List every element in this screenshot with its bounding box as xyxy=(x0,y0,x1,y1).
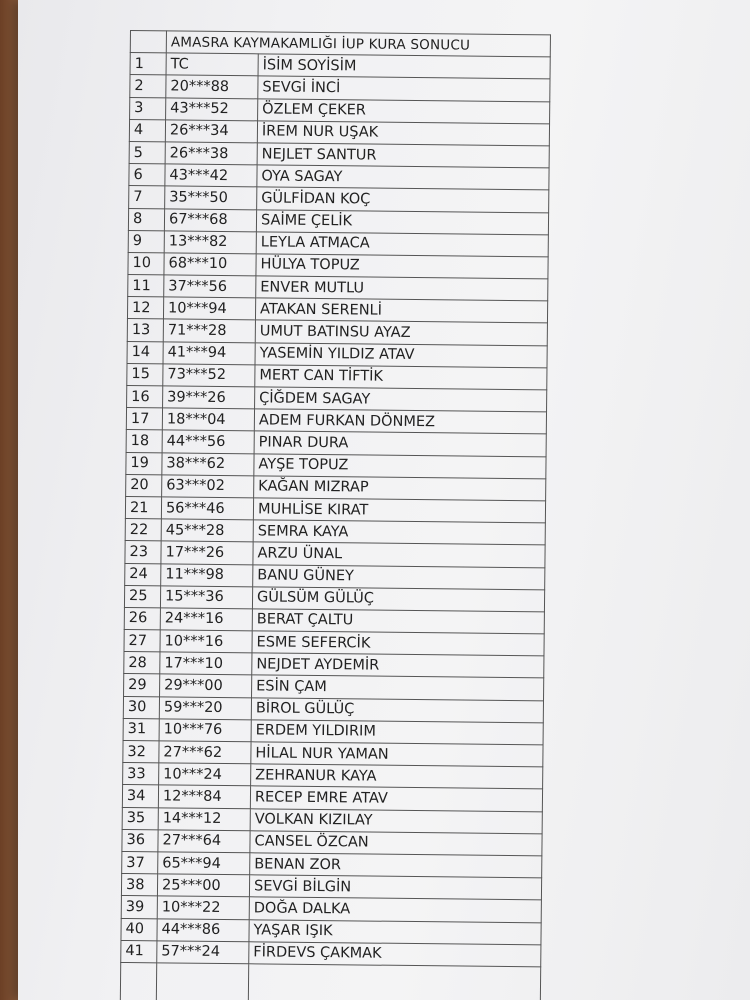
tc-cell: 45***28 xyxy=(161,519,253,542)
name-cell: BİROL GÜLÜÇ xyxy=(251,697,543,722)
name-cell: ERDEM YILDIRIM xyxy=(251,720,543,745)
tc-cell: 43***52 xyxy=(166,97,258,120)
empty-cell xyxy=(120,962,156,1000)
name-cell: LEYLA ATMACA xyxy=(256,232,548,257)
name-cell: SEVGİ İNCİ xyxy=(258,76,550,101)
row-number: 4 xyxy=(129,119,165,142)
tc-cell: 10***94 xyxy=(163,297,255,320)
name-header: İSİM SOYİSİM xyxy=(258,54,550,79)
tc-cell: 67***68 xyxy=(164,208,256,231)
tc-cell: 15***36 xyxy=(160,586,252,609)
name-cell: PINAR DURA xyxy=(254,431,546,456)
tc-cell: 44***56 xyxy=(162,430,254,453)
document-title: AMASRA KAYMAKAMLIĞI İUP KURA SONUCU xyxy=(166,31,550,57)
tc-cell: 71***28 xyxy=(163,319,255,342)
tc-cell: 73***52 xyxy=(163,364,255,387)
row-number: 10 xyxy=(128,252,164,275)
row-number: 15 xyxy=(127,363,163,386)
name-cell: SEVGİ BİLGİN xyxy=(249,875,541,900)
row-number: 28 xyxy=(124,652,160,675)
row-number: 6 xyxy=(129,164,165,187)
row-number: 3 xyxy=(130,97,166,120)
row-number: 25 xyxy=(124,585,160,608)
name-cell: MERT CAN TİFTİK xyxy=(255,365,547,390)
row-number: 40 xyxy=(121,918,157,941)
row-number: 13 xyxy=(127,319,163,342)
row-number: 8 xyxy=(128,208,164,231)
tc-cell: 14***12 xyxy=(158,807,250,830)
name-cell: ZEHRANUR KAYA xyxy=(251,764,543,789)
tc-cell: 17***10 xyxy=(160,652,252,675)
row-number: 7 xyxy=(129,186,165,209)
tc-cell: 17***26 xyxy=(161,541,253,564)
name-cell: BERAT ÇALTU xyxy=(252,609,544,634)
row-number: 34 xyxy=(122,785,158,808)
name-cell: FİRDEVS ÇAKMAK xyxy=(249,941,541,966)
row-number: 16 xyxy=(127,385,163,408)
empty-cell xyxy=(248,964,540,1000)
empty-cell xyxy=(156,963,248,1000)
tc-cell: 35***50 xyxy=(165,186,257,209)
row-number: 36 xyxy=(122,829,158,852)
tc-cell: 18***04 xyxy=(162,408,254,431)
tc-cell: 65***94 xyxy=(158,852,250,875)
name-cell: UMUT BATINSU AYAZ xyxy=(255,320,547,345)
row-number: 17 xyxy=(126,408,162,431)
name-cell: ÇİĞDEM SAGAY xyxy=(255,387,547,412)
name-cell: BENAN ZOR xyxy=(250,853,542,878)
name-cell: SAİME ÇELİK xyxy=(256,209,548,234)
tc-cell: 27***64 xyxy=(158,830,250,853)
title-corner-cell xyxy=(130,31,166,54)
name-cell: DOĞA DALKA xyxy=(249,897,541,922)
name-cell: YASEMİN YILDIZ ATAV xyxy=(255,342,547,367)
row-number: 11 xyxy=(128,275,164,298)
name-cell: ADEM FURKAN DÖNMEZ xyxy=(254,409,546,434)
row-number: 14 xyxy=(127,341,163,364)
tc-cell: 43***42 xyxy=(165,164,257,187)
row-number: 29 xyxy=(124,674,160,697)
lottery-result-table xyxy=(120,30,551,1000)
tc-cell: 26***34 xyxy=(165,120,257,143)
row-number: 37 xyxy=(122,851,158,874)
tc-cell: 11***98 xyxy=(161,563,253,586)
tc-cell: 44***86 xyxy=(157,918,249,941)
tc-cell: 25***00 xyxy=(157,874,249,897)
tc-cell: 59***20 xyxy=(159,696,251,719)
tc-cell: 13***82 xyxy=(164,231,256,254)
row-number: 1 xyxy=(130,53,166,76)
name-cell: İREM NUR UŞAK xyxy=(257,121,549,146)
tc-cell: 24***16 xyxy=(160,608,252,631)
tc-cell: 38***62 xyxy=(162,452,254,475)
row-number: 5 xyxy=(129,141,165,164)
name-cell: YAŞAR IŞIK xyxy=(249,919,541,944)
name-cell: ÖZLEM ÇEKER xyxy=(258,98,550,123)
row-number: 31 xyxy=(123,718,159,741)
tc-cell: 27***62 xyxy=(159,741,251,764)
name-cell: NEJLET SANTUR xyxy=(257,143,549,168)
name-cell: HÜLYA TOPUZ xyxy=(256,254,548,279)
row-number: 12 xyxy=(127,297,163,320)
tc-header: TC xyxy=(166,53,258,76)
tc-cell: 41***94 xyxy=(163,341,255,364)
tc-cell: 29***00 xyxy=(160,674,252,697)
name-cell: CANSEL ÖZCAN xyxy=(250,831,542,856)
tc-cell: 10***76 xyxy=(159,719,251,742)
name-cell: HİLAL NUR YAMAN xyxy=(251,742,543,767)
row-number: 2 xyxy=(130,75,166,98)
row-number: 33 xyxy=(123,763,159,786)
row-number: 24 xyxy=(125,563,161,586)
row-number: 35 xyxy=(122,807,158,830)
row-number: 18 xyxy=(126,430,162,453)
row-number: 30 xyxy=(123,696,159,719)
name-cell: GÜLFİDAN KOÇ xyxy=(257,187,549,212)
name-cell: ARZU ÜNAL xyxy=(253,542,545,567)
row-number: 26 xyxy=(124,607,160,630)
tc-cell: 12***84 xyxy=(158,785,250,808)
name-cell: OYA SAGAY xyxy=(257,165,549,190)
tc-cell: 68***10 xyxy=(164,253,256,276)
row-number: 27 xyxy=(124,630,160,653)
name-cell: BANU GÜNEY xyxy=(253,564,545,589)
tc-cell: 26***38 xyxy=(165,142,257,165)
name-cell: GÜLSÜM GÜLÜÇ xyxy=(252,587,544,612)
tc-cell: 10***24 xyxy=(159,763,251,786)
row-number: 19 xyxy=(126,452,162,475)
tc-cell: 10***22 xyxy=(157,896,249,919)
name-cell: RECEP EMRE ATAV xyxy=(250,786,542,811)
row-number: 38 xyxy=(121,874,157,897)
name-cell: NEJDET AYDEMİR xyxy=(252,653,544,678)
row-number: 39 xyxy=(121,896,157,919)
name-cell: ATAKAN SERENLİ xyxy=(255,298,547,323)
name-cell: KAĞAN MIZRAP xyxy=(254,476,546,501)
tc-cell: 10***16 xyxy=(160,630,252,653)
name-cell: AYŞE TOPUZ xyxy=(254,453,546,478)
row-number: 22 xyxy=(125,519,161,542)
name-cell: VOLKAN KIZILAY xyxy=(250,808,542,833)
tc-cell: 56***46 xyxy=(161,497,253,520)
tc-cell: 37***56 xyxy=(164,275,256,298)
name-cell: MUHLİSE KIRAT xyxy=(253,498,545,523)
name-cell: ESİN ÇAM xyxy=(252,675,544,700)
row-number: 9 xyxy=(128,230,164,253)
tc-cell: 39***26 xyxy=(163,386,255,409)
row-number: 23 xyxy=(125,541,161,564)
row-number: 32 xyxy=(123,740,159,763)
name-cell: ENVER MUTLU xyxy=(256,276,548,301)
name-cell: ESME SEFERCİK xyxy=(252,631,544,656)
name-cell: SEMRA KAYA xyxy=(253,520,545,545)
tc-cell: 57***24 xyxy=(157,941,249,964)
empty-row xyxy=(120,962,540,1000)
tc-cell: 63***02 xyxy=(162,475,254,498)
row-number: 20 xyxy=(126,474,162,497)
row-number: 21 xyxy=(125,496,161,519)
tc-cell: 20***88 xyxy=(166,75,258,98)
result-table-wrapper xyxy=(120,30,560,1000)
row-number: 41 xyxy=(121,940,157,963)
